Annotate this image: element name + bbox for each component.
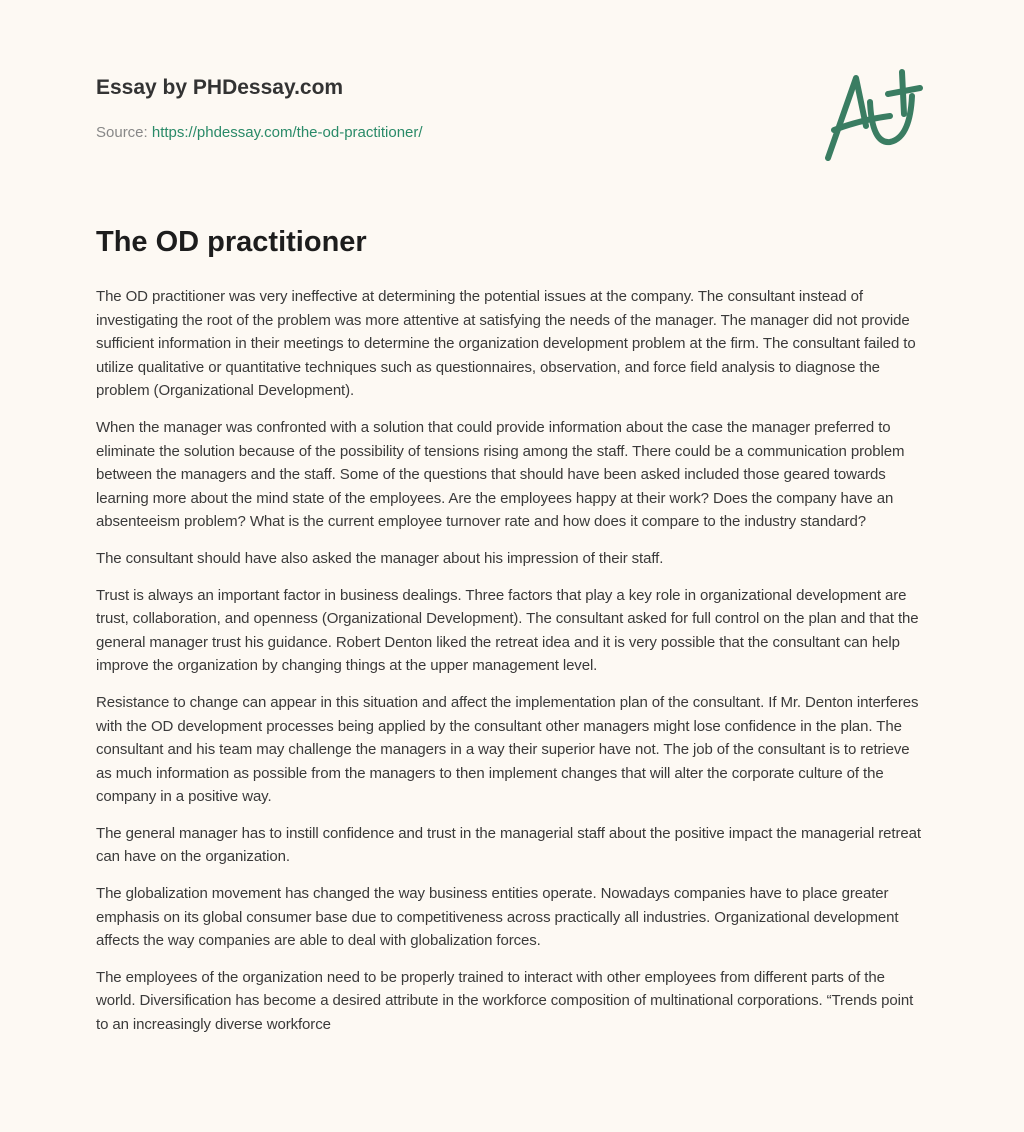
source-line bbox=[96, 124, 423, 141]
paragraph: The general manager has to instill confidence and trust in the managerial staff about the positive impact the managerial retreat can have on the organization. bbox=[96, 824, 921, 866]
paragraph: The consultant should have also asked the manager about his impression of their staff. bbox=[96, 549, 664, 567]
paragraph: The globalization movement has changed the way business entities operate. Nowadays companies have to place greater emphasis on its global consumer base due to competitiveness across practically all industries. Organizational development affects the way companies are able to deal with globalization forces. bbox=[96, 885, 899, 950]
article-title: The OD practitioner bbox=[96, 226, 367, 258]
paragraph: When the manager was confronted with a solution that could provide information about the case the manager preferred to eliminate the solution because of the possibility of tensions rising among the staff. There could be a communication problem between the managers and the staff. Some of the questions that should have been asked included those geared towards learning more about the mind state of the employees. Are the employees happy at their work? Does the company have an absenteeism problem? What is the current employee turnover rate and how does it compare to the industry standard? bbox=[96, 418, 905, 531]
article-body bbox=[96, 285, 928, 1050]
paragraph: Resistance to change can appear in this situation and affect the implementation plan of the consultant. If Mr. Denton interferes with the OD development processes being applied by the consultant other managers might lose confidence in the plan. The consultant and his team may challenge the managers in a way their superior have not. The job of the consultant is to retrieve as much information as possible from the managers to then implement changes that will alter the corporate culture of the company in a positive way. bbox=[96, 693, 919, 806]
paragraph: Trust is always an important factor in business dealings. Three factors that play a key role in organizational development are trust, collaboration, and openness (Organizational Development). The consultant asked for full control on the plan and that the general manager trust his guidance. Robert Denton liked the retreat idea and it is very possible that the consultant can help improve the organization by changing things at the upper management level. bbox=[96, 586, 919, 675]
paragraph: The employees of the organization need to be properly trained to interact with other employees from different parts of the world. Diversification has become a desired attribute in the workforce composition of multinational corporations. “Trends point to an increasingly diverse workforce bbox=[96, 968, 914, 1034]
site-brand: Essay by PHDessay.com bbox=[96, 76, 344, 99]
source-link[interactable]: https://phdessay.com/the-od-practitioner/ bbox=[151, 124, 423, 141]
source-label: Source: bbox=[96, 124, 148, 141]
a-plus-logo-icon bbox=[820, 66, 930, 166]
paragraph: The OD practitioner was very ineffective at determining the potential issues at the company. The consultant instead of investigating the root of the problem was more attentive at satisfying the needs of the manager. The manager did not provide sufficient information in their meetings to determine the organization development problem at the firm. The consultant failed to utilize qualitative or quantitative techniques such as questionnaires, observation, and force field analysis to diagnose the problem (Organizational Development). bbox=[96, 288, 916, 400]
